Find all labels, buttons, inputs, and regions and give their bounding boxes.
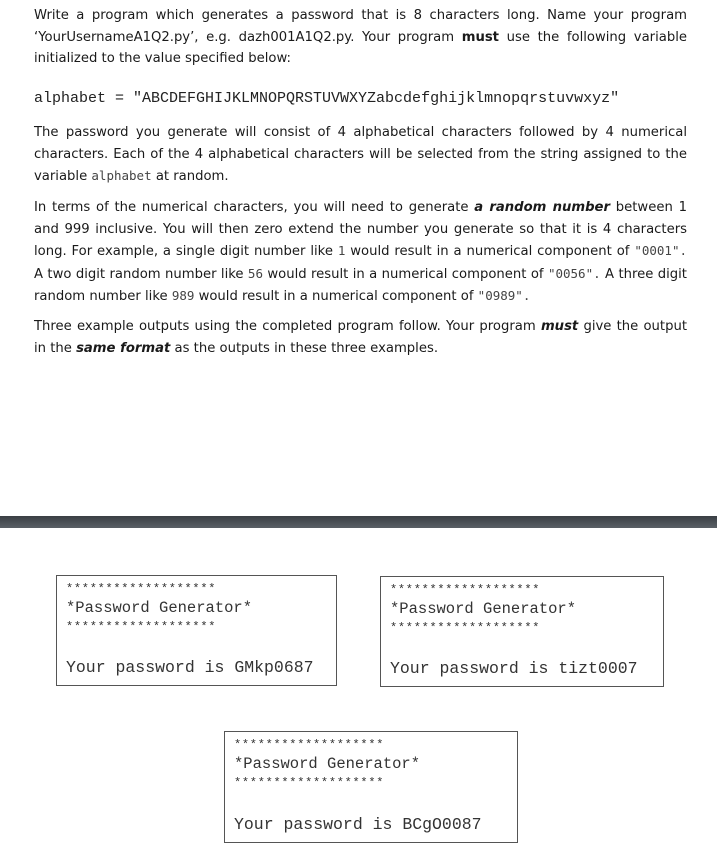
numeric-emphasis: a random number <box>474 200 610 215</box>
examples-must: must <box>540 319 579 334</box>
numeric-paragraph <box>34 197 687 308</box>
numeric-code-5: 989 <box>171 288 195 303</box>
page-divider <box>0 516 717 528</box>
console-title: *Password Generator* <box>390 600 577 618</box>
examples-text-1: Three example outputs using the completed program follow. Your program <box>34 319 541 334</box>
console-password-line: Your password is tizt0007 <box>390 659 638 678</box>
console-example-1 <box>56 575 337 686</box>
numeric-code-6: "0989". <box>477 288 531 303</box>
numeric-text-6: A three digit random number like <box>34 266 687 304</box>
composition-text-2: at random. <box>151 169 229 184</box>
numeric-code-4: "0056". <box>547 265 601 281</box>
numeric-text-4: A two digit random number like <box>34 266 248 282</box>
intro-text-2: use the following variable initialized to the value specified below: <box>34 29 687 66</box>
console-password-line: Your password is BCgO0087 <box>234 815 482 834</box>
examples-same-format: same format <box>76 340 171 356</box>
intro-must: must <box>461 29 499 45</box>
composition-var: alphabet <box>91 168 152 183</box>
numeric-text-2: between 1 and 999 inclusive. You will then zero extend the number you generate so that it is 4 characters long. For example, a single digit number like <box>34 200 687 259</box>
console-example-2 <box>380 576 664 687</box>
console-stars-top: ******************* <box>390 583 541 597</box>
numeric-text-1: In terms of the numerical characters, you will need to generate <box>34 200 475 215</box>
console-stars-bottom: ******************* <box>66 620 217 634</box>
numeric-text-3: would result in a numerical component of <box>345 244 635 259</box>
numeric-text-7: would result in a numerical component of <box>194 289 478 304</box>
examples-paragraph <box>34 316 687 359</box>
console-stars-top: ******************* <box>66 582 217 596</box>
console-password-line: Your password is GMkp0687 <box>66 658 314 677</box>
composition-paragraph <box>34 122 687 188</box>
examples-text-3: as the outputs in these three examples. <box>170 340 439 356</box>
examples-text-2: give the output in the <box>34 319 687 356</box>
numeric-code-1: 1 <box>337 243 346 258</box>
intro-text-1: Write a program which generates a password that is 8 characters long. Name your program ‘YourUsernameA1Q2.py’, e.g. dazh001A1Q2.py. Your program <box>34 8 687 45</box>
composition-text-1: The password you generate will consist of 4 alphabetical characters followed by 4 numerical characters. Each of the 4 alphabetical characters will be selected from the string assigned to the variable <box>34 125 687 184</box>
alphabet-code-line: alphabet = "ABCDEFGHIJKLMNOPQRSTUVWXYZabcdefghijklmnopqrstuvwxyz" <box>34 90 620 107</box>
console-stars-bottom: ******************* <box>234 776 385 790</box>
numeric-code-2: "0001". <box>634 243 687 258</box>
intro-paragraph <box>34 5 687 70</box>
console-title: *Password Generator* <box>66 599 253 617</box>
console-title: *Password Generator* <box>234 755 421 773</box>
numeric-code-3: 56 <box>247 265 263 281</box>
console-example-3 <box>224 731 518 843</box>
numeric-text-5: would result in a numerical component of <box>262 266 548 282</box>
console-stars-bottom: ******************* <box>390 621 541 635</box>
console-stars-top: ******************* <box>234 738 385 752</box>
